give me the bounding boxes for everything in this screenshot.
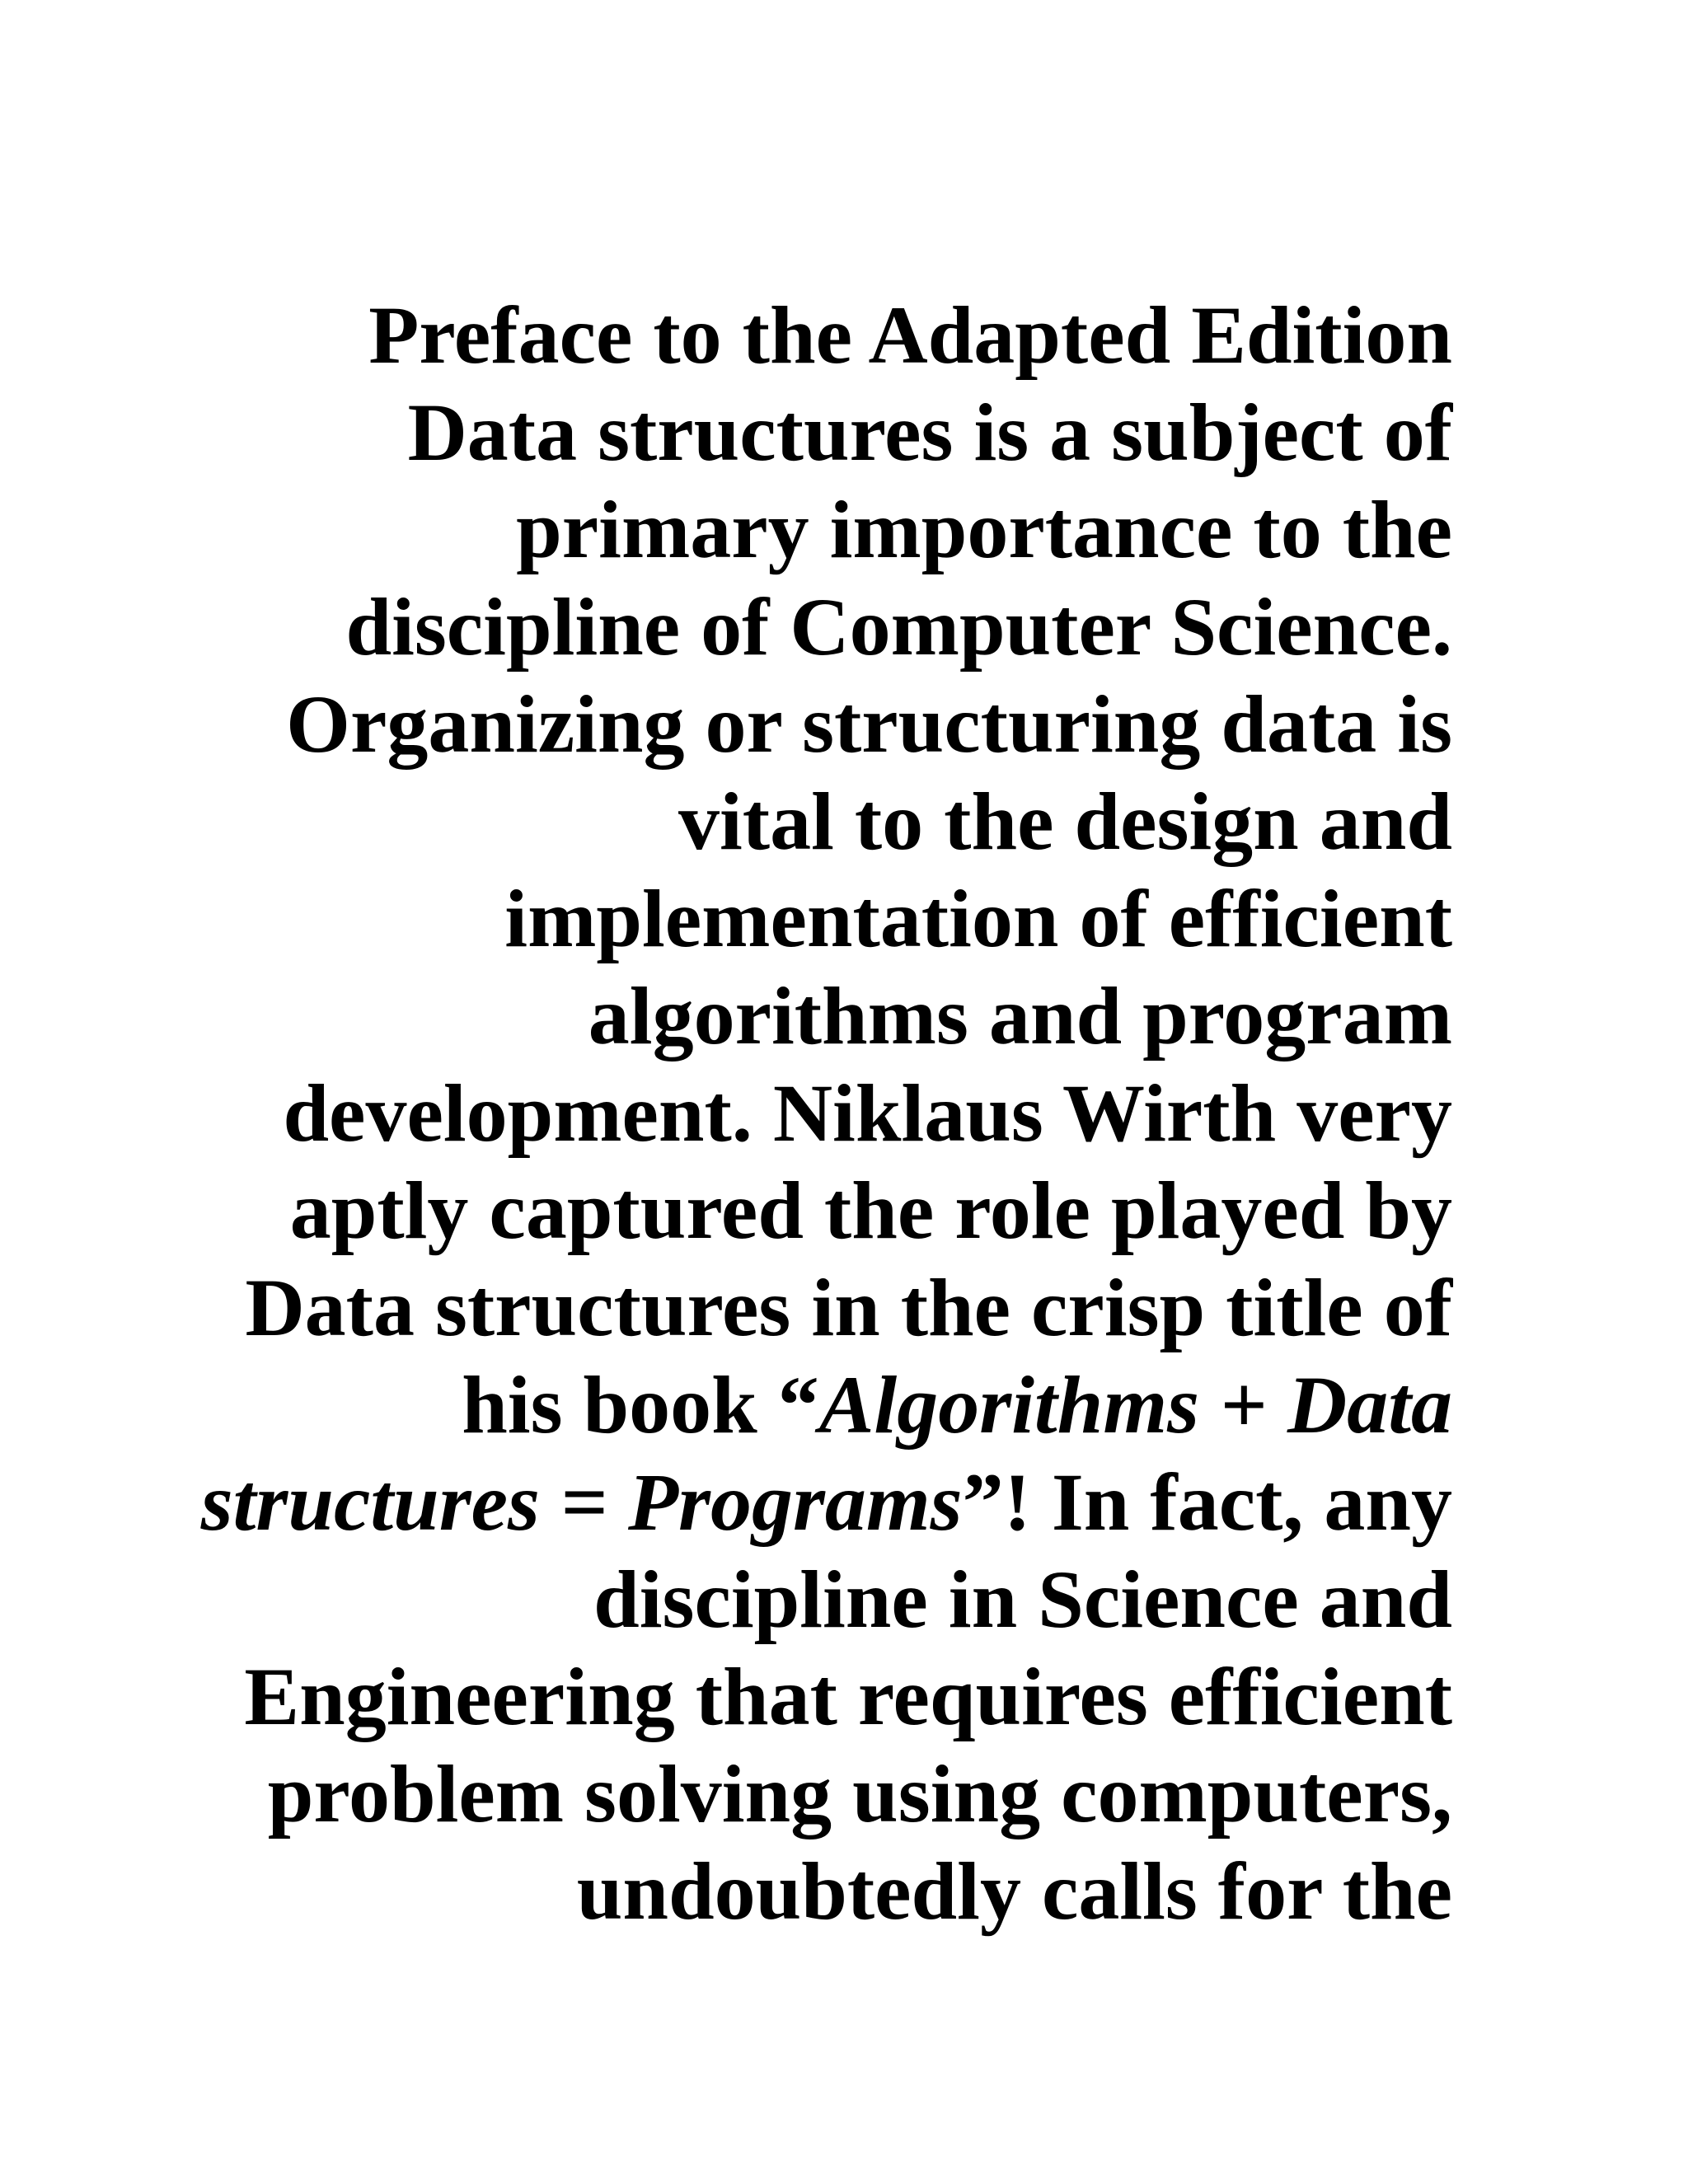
- paragraph-line: discipline in Science and: [593, 1554, 1452, 1645]
- paragraph-line: Data structures in the crisp title of: [245, 1262, 1452, 1353]
- book-suffix-text: ”! In fact, any: [962, 1456, 1452, 1548]
- paragraph-line: problem solving using computers,: [267, 1748, 1452, 1840]
- paragraph-line: aptly captured the role played by: [289, 1165, 1452, 1256]
- paragraph-line: primary importance to the: [516, 484, 1452, 575]
- page-heading: Preface to the Adapted Edition: [368, 289, 1452, 381]
- paragraph-line: algorithms and program: [588, 970, 1452, 1062]
- paragraph-line: implementation of efficient: [504, 873, 1452, 964]
- book-prefix-text: his book “: [462, 1359, 819, 1451]
- paragraph-line: Organizing or structuring data is: [286, 678, 1452, 770]
- paragraph-line: Data structures is a subject of: [407, 387, 1452, 478]
- book-title-italic-part2: structures = Programs: [200, 1456, 963, 1548]
- paragraph-line: Engineering that requires efficient: [244, 1651, 1452, 1742]
- paragraph-line: undoubtedly calls for the: [576, 1845, 1452, 1937]
- paragraph-line-book: [134, 1357, 1452, 1454]
- paragraph-line: vital to the design and: [678, 776, 1452, 867]
- paragraph-line-book-end: [134, 1454, 1452, 1551]
- paragraph-line: development. Niklaus Wirth very: [283, 1067, 1452, 1159]
- preface-text: [134, 287, 1452, 1940]
- book-title-italic-part1: Algorithms + Data: [818, 1359, 1452, 1451]
- paragraph-line: discipline of Computer Science.: [345, 581, 1452, 673]
